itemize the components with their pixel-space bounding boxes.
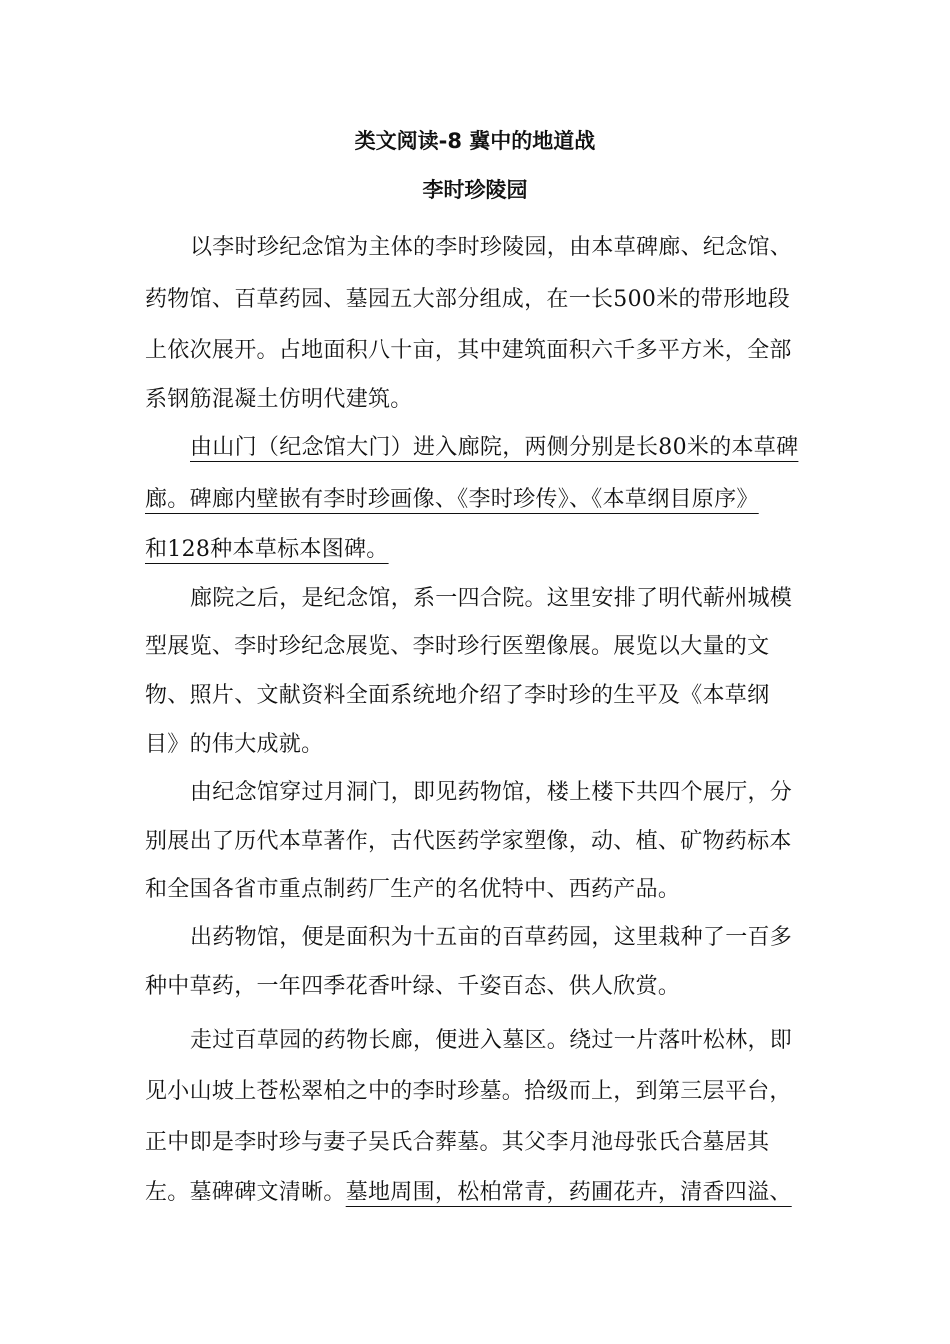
line-text: 走过百草园的药物长廊，便进入墓区。绕过一片落叶松林，即 — [190, 1028, 793, 1053]
body-line — [145, 627, 769, 667]
body-line — [145, 822, 792, 862]
line-text: 物、照片、文献资料全面系统地介绍了李时珍的生平及《本草纲 — [145, 683, 770, 708]
body-line — [145, 530, 389, 570]
line-text: 系钢筋混凝土仿明代建筑。 — [145, 387, 413, 412]
line-text: 和全国各省市重点制药厂生产的名优特中、西药产品。 — [145, 877, 681, 902]
body-line — [145, 725, 323, 765]
body-line — [145, 1072, 792, 1112]
line-text: 廊院之后，是纪念馆，系一四合院。这里安排了明代蕲州城模 — [190, 586, 793, 611]
body-line — [190, 428, 798, 468]
body-line — [145, 480, 759, 520]
body-line — [190, 228, 792, 268]
line-text: 上依次展开。占地面积八十亩，其中建筑面积六千多平方米，全部 — [145, 338, 792, 363]
line-text: 左。墓碑碑文清晰。 — [145, 1180, 346, 1205]
series-title: 类文阅读-8 冀中的地道战 — [354, 129, 596, 153]
line-text: 型展览、李时珍纪念展览、李时珍行医塑像展。展览以大量的文 — [145, 634, 770, 659]
line-text: 药物馆、百草药园、墓园五大部分组成，在一长500米的带形地段 — [145, 287, 790, 312]
underlined-text: 和128种本草标本图碑。 — [145, 537, 389, 562]
line-text: 别展出了历代本草著作，古代医药学家塑像，动、植、矿物药标本 — [145, 829, 792, 854]
body-line — [190, 1021, 792, 1061]
line-text: 见小山坡上苍松翠柏之中的李时珍墓。拾级而上，到第三层平台， — [145, 1079, 792, 1104]
line-text: 种中草药，一年四季花香叶绿、千姿百态、供人欣赏。 — [145, 974, 681, 999]
body-line — [145, 380, 413, 420]
line-text: 由纪念馆穿过月洞门，即见药物馆，楼上楼下共四个展厅，分 — [190, 780, 793, 805]
body-line — [145, 1123, 769, 1163]
line-text: 目》的伟大成就。 — [145, 732, 324, 757]
body-line — [145, 280, 790, 320]
body-line — [145, 676, 769, 716]
article-title: 李时珍陵园 — [422, 178, 528, 202]
body-line — [145, 967, 680, 1007]
body-line — [145, 331, 792, 371]
underlined-text: 由山门（纪念馆大门）进入廊院，两侧分别是长80米的本草碑 — [190, 435, 799, 460]
body-line — [145, 1173, 792, 1213]
underlined-text: 墓地周围，松柏常青，药圃花卉，清香四溢、 — [345, 1180, 792, 1205]
body-line — [190, 773, 792, 813]
body-line — [190, 918, 792, 958]
body-line — [190, 579, 792, 619]
line-text: 以李时珍纪念馆为主体的李时珍陵园，由本草碑廊、纪念馆、 — [190, 235, 793, 260]
line-text: 出药物馆，便是面积为十五亩的百草药园，这里栽种了一百多 — [190, 925, 793, 950]
underlined-text: 廊。碑廊内壁嵌有李时珍画像、《李时珍传》、《本草纲目原序》 — [145, 487, 759, 512]
body-line — [145, 870, 680, 910]
line-text: 正中即是李时珍与妻子吴氏合葬墓。其父李月池母张氏合墓居其 — [145, 1130, 770, 1155]
